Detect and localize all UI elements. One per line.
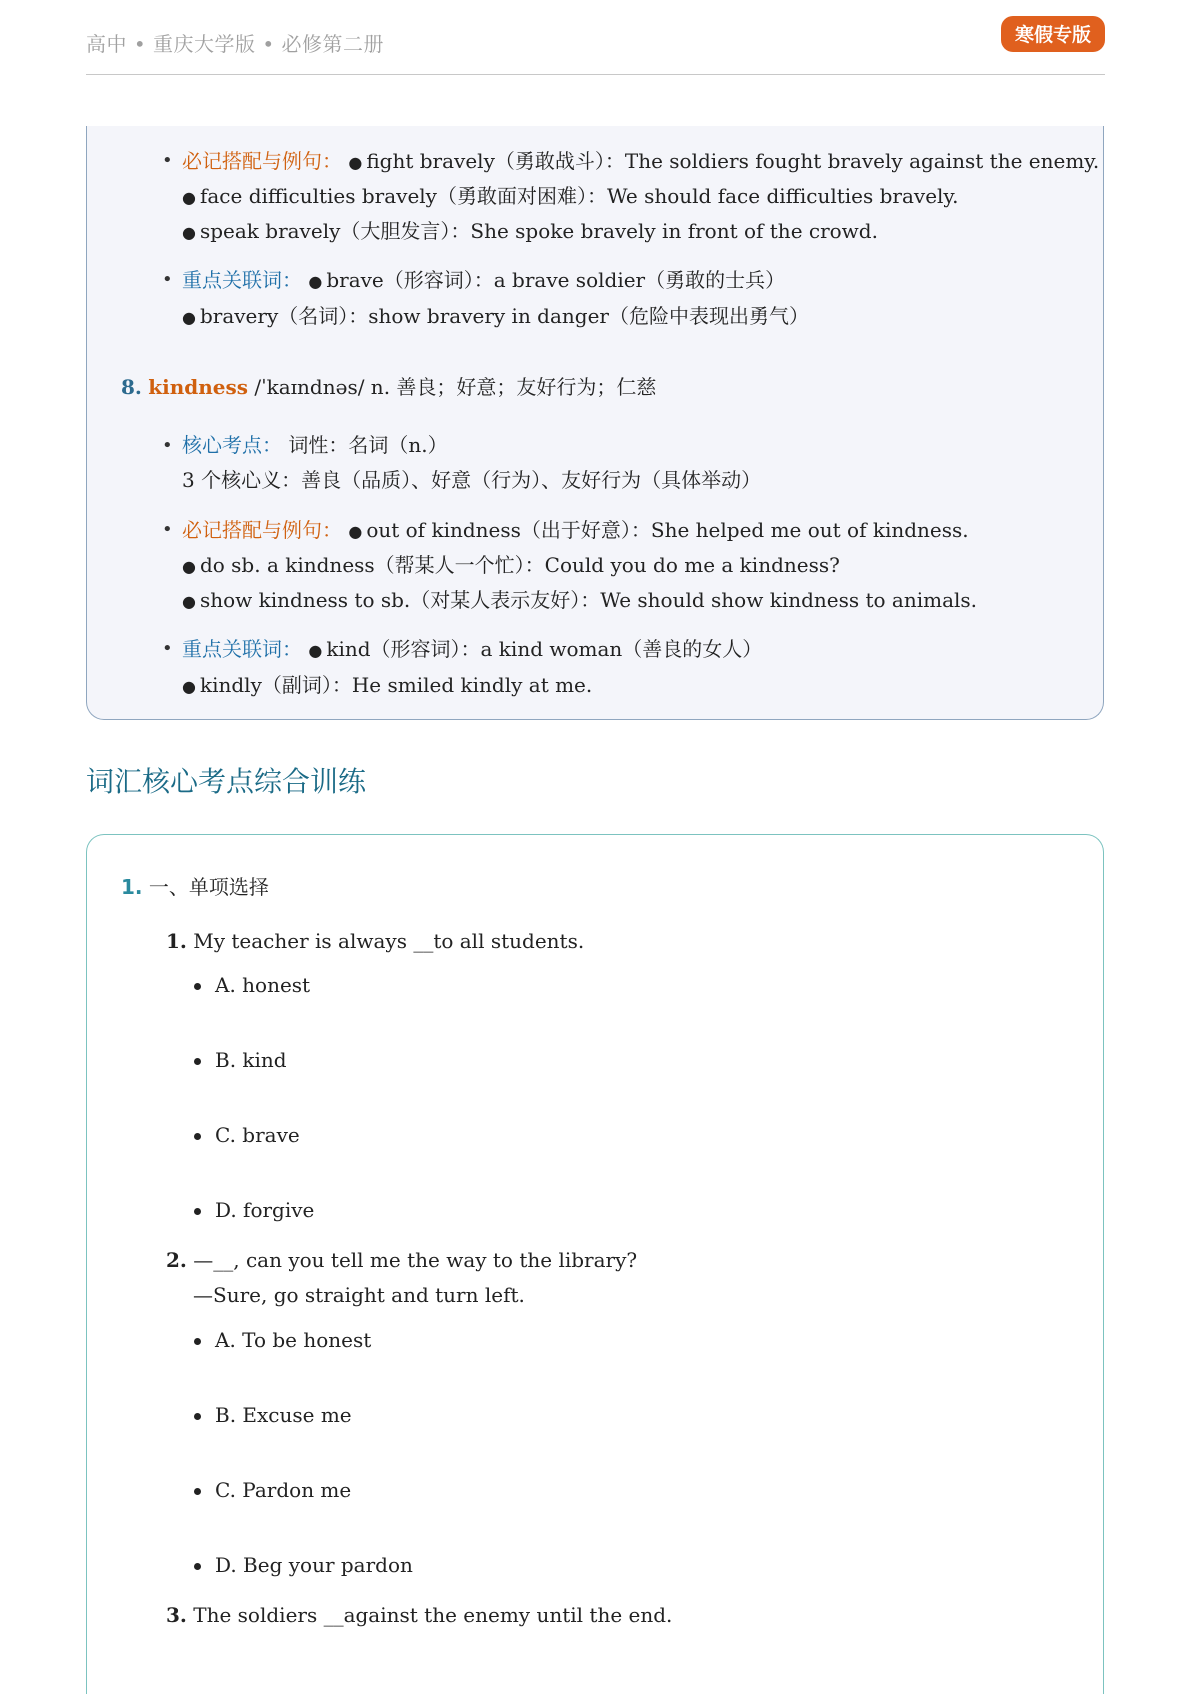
related-label: 重点关联词： (182, 268, 302, 292)
option-item[interactable]: B. kind (215, 1048, 287, 1072)
list-bullet: • (162, 269, 173, 290)
question-number: 1. (166, 929, 187, 953)
question (166, 1602, 672, 1628)
option-item[interactable]: D. Beg your pardon (215, 1553, 413, 1577)
collocation-item: fight bravely（勇敢战斗）：The soldiers fought bravely against the enemy. (366, 149, 1100, 173)
related-item: brave（形容词）：a brave soldier（勇敢的士兵） (326, 268, 786, 292)
related-row: ● kindly（副词）：He smiled kindly at me. (182, 673, 593, 697)
question-stem: The soldiers __against the enemy until the end. (193, 1603, 673, 1627)
related-row: 重点关联词： ● brave（形容词）：a brave soldier（勇敢的士兵） (182, 268, 786, 292)
related-label: 重点关联词： (182, 637, 302, 661)
question-stem: My teacher is always __to all students. (193, 929, 585, 953)
exercise-number: 1. (121, 875, 143, 899)
question (166, 928, 584, 954)
question-number: 3. (166, 1603, 187, 1627)
core-pos: 词性：名词（n.） (288, 433, 448, 457)
collocation-row: 必记搭配与例句： ● fight bravely（勇敢战斗）：The soldiers fought bravely against the enemy. (182, 149, 1100, 173)
list-bullet: • (162, 435, 173, 456)
collocation-row: ● do sb. a kindness（帮某人一个忙）：Could you do me a kindness? (182, 553, 840, 577)
option-item[interactable]: A. To be honest (215, 1328, 372, 1352)
collocation-row: ● face difficulties bravely（勇敢面对困难）：We should face difficulties bravely. (182, 184, 959, 208)
related-row: ● bravery（名词）：show bravery in danger（危险中表现出勇气） (182, 304, 809, 328)
option-bullet (194, 983, 201, 990)
option-item[interactable]: C. brave (215, 1123, 300, 1147)
question (166, 1247, 637, 1273)
question-stem: —__, can you tell me the way to the library? (193, 1248, 638, 1272)
edition-badge: 寒假专版 (1001, 16, 1105, 52)
collocation-label: 必记搭配与例句： (182, 149, 342, 173)
option-bullet (194, 1338, 201, 1345)
collocation-item: out of kindness（出于好意）：She helped me out of kindness. (366, 518, 969, 542)
related-item: bravery（名词）：show bravery in danger（危险中表现出勇气） (199, 304, 809, 328)
collocation-item: show kindness to sb.（对某人表示友好）：We should show kindness to animals. (199, 588, 978, 612)
question-stem-line2: —Sure, go straight and turn left. (193, 1283, 525, 1307)
option-bullet (194, 1413, 201, 1420)
list-bullet: • (162, 519, 173, 540)
vocab-notes-panel (86, 126, 1104, 720)
option-bullet (194, 1208, 201, 1215)
option-item[interactable]: A. honest (215, 973, 311, 997)
collocation-label: 必记搭配与例句： (182, 518, 342, 542)
exercise-title: 一、单项选择 (148, 875, 269, 899)
entry-definition: /ˈkaɪndnəs/ n. 善良；好意；友好行为；仁慈 (248, 375, 657, 399)
section-title: 词汇核心考点综合训练 (86, 765, 367, 798)
collocation-row: ● show kindness to sb.（对某人表示友好）：We should show kindness to animals. (182, 588, 978, 612)
option-item[interactable]: C. Pardon me (215, 1478, 352, 1502)
vocab-entry-heading (121, 374, 656, 400)
collocation-row: 必记搭配与例句： ● out of kindness（出于好意）：She helped me out of kindness. (182, 518, 969, 542)
question-number: 2. (166, 1248, 187, 1272)
related-item: kindly（副词）：He smiled kindly at me. (199, 673, 593, 697)
option-bullet (194, 1133, 201, 1140)
core-label: 核心考点： (182, 433, 282, 457)
header-title: 高中 • 重庆大学版 • 必修第二册 (86, 32, 385, 56)
option-bullet (194, 1488, 201, 1495)
core-points-row (182, 432, 448, 458)
list-bullet: • (162, 638, 173, 659)
collocation-row: ● speak bravely（大胆发言）：She spoke bravely in front of the crowd. (182, 219, 878, 243)
option-bullet (194, 1058, 201, 1065)
option-item[interactable]: D. forgive (215, 1198, 315, 1222)
related-row: 重点关联词： ● kind（形容词）：a kind woman（善良的女人） (182, 637, 763, 661)
collocation-item: do sb. a kindness（帮某人一个忙）：Could you do me a kindness? (199, 553, 840, 577)
option-bullet (194, 1563, 201, 1570)
list-bullet: • (162, 150, 173, 171)
collocation-item: face difficulties bravely（勇敢面对困难）：We should face difficulties bravely. (199, 184, 959, 208)
exercise-heading (121, 874, 269, 900)
collocation-item: speak bravely（大胆发言）：She spoke bravely in front of the crowd. (199, 219, 878, 243)
entry-word: kindness (148, 375, 249, 399)
option-item[interactable]: B. Excuse me (215, 1403, 352, 1427)
entry-number: 8. (121, 375, 142, 399)
core-meanings: 3 个核心义：善良（品质）、好意（行为）、友好行为（具体举动） (182, 468, 762, 492)
page-header (86, 22, 1105, 75)
related-item: kind（形容词）：a kind woman（善良的女人） (326, 637, 763, 661)
